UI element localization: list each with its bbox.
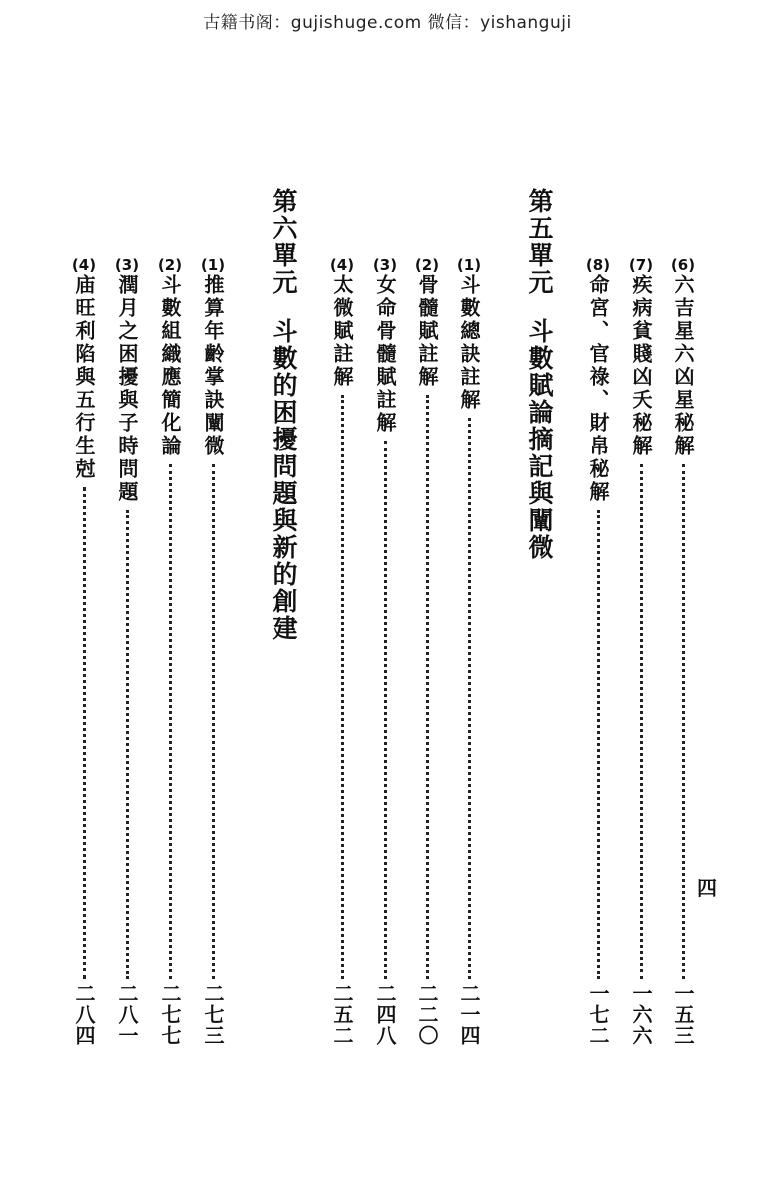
dot-leader	[640, 464, 643, 979]
entry-title: 骨髓賦註解	[415, 274, 439, 389]
toc-entry[interactable]	[414, 256, 440, 1046]
dot-leader	[83, 487, 86, 979]
entry-title: 斗數總訣註解	[457, 274, 481, 412]
entry-page: 一六六	[629, 983, 653, 1046]
entry-number: (4)	[71, 256, 97, 274]
entry-number: (4)	[329, 256, 355, 274]
unit-5-label: 第五單元	[525, 188, 554, 296]
unit-6-label: 第六單元	[269, 188, 298, 296]
entry-title: 太微賦註解	[330, 274, 354, 389]
dot-leader	[384, 441, 387, 979]
entry-title: 女命骨髓賦註解	[373, 274, 397, 435]
entry-page: 二四八	[373, 983, 397, 1046]
entry-title: 潤月之困擾與子時問題	[115, 274, 139, 504]
entry-page: 二一四	[457, 983, 481, 1046]
dot-leader	[426, 395, 429, 979]
entry-number: (3)	[114, 256, 140, 274]
watermark-text: 古籍书阁：gujishuge.com 微信：yishanguji	[203, 13, 572, 33]
page-number: 四	[697, 876, 717, 900]
entry-number: (7)	[628, 256, 654, 274]
entry-number: (2)	[414, 256, 440, 274]
entry-number: (1)	[200, 256, 226, 274]
entry-page: 二七三	[201, 983, 225, 1046]
entry-page: 二八四	[72, 983, 96, 1046]
dot-leader	[212, 464, 215, 979]
entry-page: 一五三	[671, 983, 695, 1046]
toc-entry[interactable]	[456, 256, 482, 1046]
entry-page: 二七七	[158, 983, 182, 1046]
dot-leader	[341, 395, 344, 979]
dot-leader	[682, 464, 685, 979]
unit-6-heading	[262, 188, 302, 642]
entry-page: 二二〇	[415, 983, 439, 1046]
entry-number: (3)	[372, 256, 398, 274]
entry-page: 一七二	[586, 983, 610, 1046]
unit-5-title: 斗數賦論摘記與闡微	[525, 318, 554, 561]
toc-entry[interactable]	[71, 256, 97, 1046]
entry-title: 庙旺利陷與五行生尅	[72, 274, 96, 481]
entry-title: 斗數組織應簡化論	[158, 274, 182, 458]
toc-entry[interactable]	[329, 256, 355, 1046]
unit-5-heading	[518, 188, 558, 561]
dot-leader	[468, 418, 471, 979]
toc-entry[interactable]	[157, 256, 183, 1046]
unit-6-title: 斗數的困擾問題與新的創建	[269, 318, 298, 642]
toc-entry[interactable]	[114, 256, 140, 1046]
entry-page: 二八一	[115, 983, 139, 1046]
toc-entry[interactable]	[670, 256, 696, 1046]
entry-title: 推算年齡掌訣闡微	[201, 274, 225, 458]
entry-title: 命宮、官祿、財帛秘解	[586, 274, 610, 504]
entry-number: (2)	[157, 256, 183, 274]
entry-title: 疾病貧賤凶夭秘解	[629, 274, 653, 458]
toc-entry[interactable]	[585, 256, 611, 1046]
entry-page: 二五二	[330, 983, 354, 1046]
dot-leader	[126, 510, 129, 979]
entry-number: (8)	[585, 256, 611, 274]
toc-entry[interactable]	[200, 256, 226, 1046]
dot-leader	[169, 464, 172, 979]
entry-number: (1)	[456, 256, 482, 274]
entry-number: (6)	[670, 256, 696, 274]
entry-title: 六吉星六凶星秘解	[671, 274, 695, 458]
toc-entry[interactable]	[372, 256, 398, 1046]
toc-entry[interactable]	[628, 256, 654, 1046]
dot-leader	[597, 510, 600, 979]
